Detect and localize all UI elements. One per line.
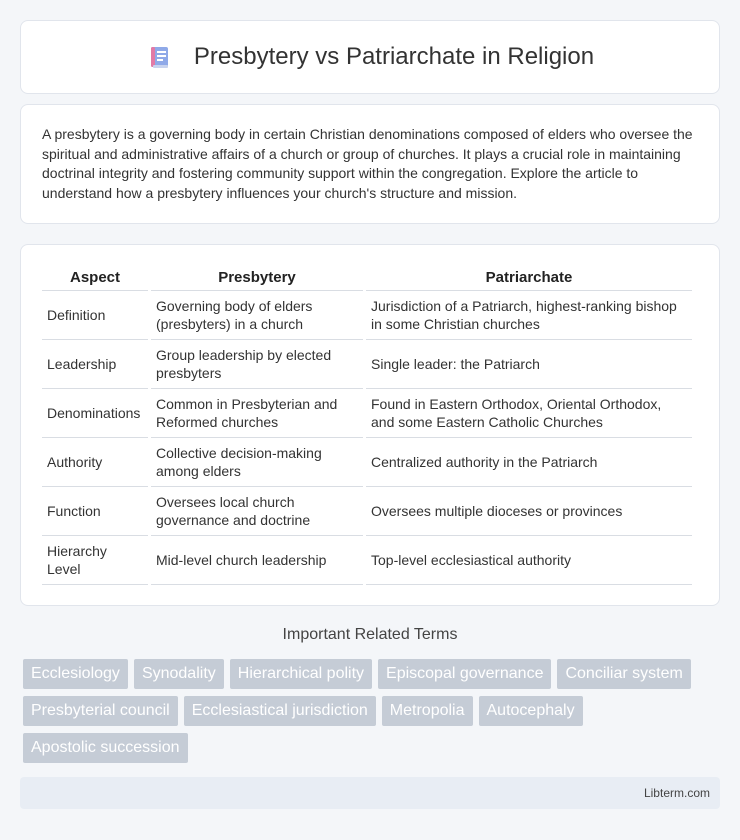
cell-aspect: Leadership: [42, 340, 148, 389]
cell-presbytery: Mid-level church leadership: [151, 536, 363, 585]
cell-presbytery: Common in Presbyterian and Reformed churches: [151, 389, 363, 438]
cell-presbytery: Governing body of elders (presbyters) in a church: [151, 291, 363, 340]
intro-card: [20, 104, 720, 224]
related-terms-list: [20, 659, 720, 770]
book-icon: [146, 44, 172, 70]
cell-presbytery: Group leadership by elected presbyters: [151, 340, 363, 389]
tag-episcopal-governance[interactable]: Episcopal governance: [378, 659, 551, 689]
table-row: [42, 487, 692, 536]
tag-apostolic-succession[interactable]: Apostolic succession: [23, 733, 188, 763]
table-header-row: [42, 263, 692, 291]
tag-synodality[interactable]: Synodality: [134, 659, 224, 689]
cell-presbytery: Collective decision-making among elders: [151, 438, 363, 487]
tag-conciliar-system[interactable]: Conciliar system: [557, 659, 690, 689]
cell-patriarchate: Jurisdiction of a Patriarch, highest-ranking bishop in some Christian churches: [366, 291, 692, 340]
header-aspect: Aspect: [42, 263, 148, 291]
page-title: [146, 43, 594, 71]
table-row: [42, 291, 692, 340]
cell-aspect: Hierarchy Level: [42, 536, 148, 585]
table-row: [42, 438, 692, 487]
footer: [20, 777, 720, 809]
page-title-text: Presbytery vs Patriarchate in Religion: [193, 43, 595, 70]
cell-aspect: Definition: [42, 291, 148, 340]
tag-hierarchical-polity[interactable]: Hierarchical polity: [230, 659, 372, 689]
tag-metropolia[interactable]: Metropolia: [382, 696, 473, 726]
tag-ecclesiastical-jurisdiction[interactable]: Ecclesiastical jurisdiction: [184, 696, 376, 726]
comparison-table: [39, 263, 695, 585]
cell-presbytery: Oversees local church governance and doctrine: [151, 487, 363, 536]
related-terms-section: [20, 626, 720, 770]
cell-patriarchate: Top-level ecclesiastical authority: [366, 536, 692, 585]
title-card: [20, 20, 720, 94]
comparison-table-card: [20, 244, 720, 606]
table-row: [42, 340, 692, 389]
cell-patriarchate: Single leader: the Patriarch: [366, 340, 692, 389]
tag-autocephaly[interactable]: Autocephaly: [479, 696, 583, 726]
tag-ecclesiology[interactable]: Ecclesiology: [23, 659, 128, 689]
cell-aspect: Function: [42, 487, 148, 536]
header-patriarchate: Patriarchate: [366, 263, 692, 291]
table-row: [42, 536, 692, 585]
cell-aspect: Denominations: [42, 389, 148, 438]
intro-text: A presbytery is a governing body in certain Christian denominations composed of elders who oversee the spiritual and administrative affairs of a church or group of churches. It plays a crucial role in maintaining doctrinal integrity and fostering community support within the congregation. Explore the article to understand how a presbytery influences your church's structure and mission.: [42, 126, 693, 201]
cell-patriarchate: Found in Eastern Orthodox, Oriental Orthodox, and some Eastern Catholic Churches: [366, 389, 692, 438]
related-terms-heading: Important Related Terms: [282, 626, 458, 643]
cell-aspect: Authority: [42, 438, 148, 487]
tag-presbyterial-council[interactable]: Presbyterial council: [23, 696, 178, 726]
cell-patriarchate: Centralized authority in the Patriarch: [366, 438, 692, 487]
table-row: [42, 389, 692, 438]
cell-patriarchate: Oversees multiple dioceses or provinces: [366, 487, 692, 536]
header-presbytery: Presbytery: [151, 263, 363, 291]
footer-site-link[interactable]: Libterm.com: [643, 786, 710, 800]
